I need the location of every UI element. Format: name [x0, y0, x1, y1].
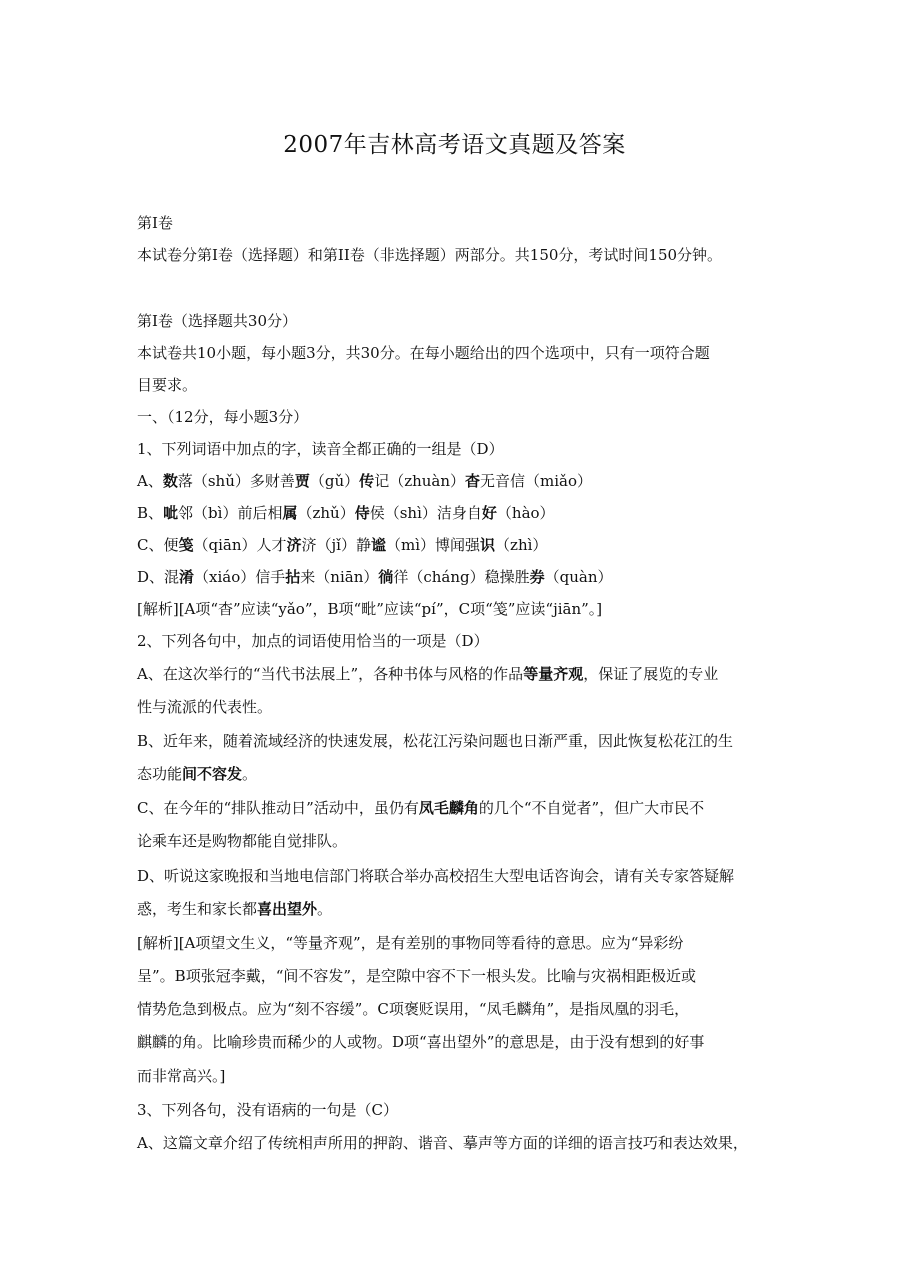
text-line: [137, 933, 683, 953]
text-run: [解析][A项望文生义，“等量齐观”，是有差别的事物同等看待的意思。应为“异彩纷: [137, 934, 684, 952]
text-run: 的几个“不自觉者”，但广大市民不: [478, 799, 705, 817]
emphasized-text: 等量齐观: [523, 665, 584, 683]
text-run: 1、下列词语中加点的字，读音全都正确的一组是（D）: [137, 440, 504, 458]
emphasized-text: 贾: [294, 472, 310, 490]
text-run: 侯（shì）洁身自: [369, 504, 482, 522]
text-line: [137, 375, 197, 395]
emphasized-text: 杳: [465, 472, 481, 490]
text-run: B、: [137, 504, 164, 522]
text-line: [137, 1100, 398, 1120]
text-line: [137, 999, 689, 1019]
text-line: [137, 471, 592, 491]
emphasized-text: 识: [480, 536, 496, 554]
emphasized-text: 凤毛麟角: [418, 799, 479, 817]
text-run: ，保证了展览的专业: [583, 665, 719, 683]
text-run: （zhì）: [495, 536, 548, 554]
emphasized-text: 好: [481, 504, 497, 522]
text-line: [137, 311, 297, 331]
text-line: [137, 599, 602, 619]
text-line: [137, 343, 710, 363]
text-run: 论乘车还是购物都能自觉排队。: [137, 832, 348, 850]
text-run: D、听说这家晚报和当地电信部门将联合举办高校招生大型电话咨询会，请有关专家答疑解: [137, 867, 735, 885]
document-title: 2007年吉林高考语文真题及答案: [283, 132, 626, 158]
emphasized-text: 侍: [354, 504, 370, 522]
text-line: [137, 831, 347, 851]
text-run: [解析][A项“杳”应读“yǎo”，B项“毗”应读“pí”，C项“笺”应读“jiān”。]: [137, 600, 603, 618]
text-line: [137, 631, 489, 651]
text-run: 来（niān）: [300, 568, 379, 586]
text-run: （qiān）人才: [193, 536, 287, 554]
text-run: B、近年来，随着流域经济的快速发展，松花江污染问题也日渐严重，因此恢复松花江的生: [137, 732, 734, 750]
text-line: [137, 899, 332, 919]
text-run: 。: [317, 900, 333, 918]
emphasized-text: 拈: [285, 568, 301, 586]
text-line: [137, 503, 555, 523]
text-line: [137, 1133, 748, 1153]
emphasized-text: 谧: [370, 536, 386, 554]
emphasized-text: 徜: [378, 568, 394, 586]
text-run: 济（jǐ）静: [301, 536, 371, 554]
text-run: 惑，考生和家长都: [137, 900, 258, 918]
emphasized-text: 数: [162, 472, 178, 490]
text-line: [137, 567, 613, 587]
emphasized-text: 济: [286, 536, 302, 554]
text-run: 无音信（miǎo）: [480, 472, 593, 490]
text-run: 第Ⅰ卷: [137, 214, 173, 232]
text-line: [137, 1032, 704, 1052]
text-line: [137, 664, 718, 684]
text-line: [137, 798, 704, 818]
text-run: A、这篇文章介绍了传统相声所用的押韵、谐音、摹声等方面的详细的语言技巧和表达效果，: [137, 1134, 748, 1152]
text-run: （quàn）: [544, 568, 613, 586]
text-run: C、便: [137, 536, 179, 554]
text-run: 邻（bì）前后相: [178, 504, 283, 522]
emphasized-text: 券: [529, 568, 545, 586]
text-run: 麒麟的角。比喻珍贵而稀少的人或物。D项“喜出望外”的意思是，由于没有想到的好事: [137, 1033, 705, 1051]
emphasized-text: 笺: [178, 536, 194, 554]
emphasized-text: 淆: [179, 568, 195, 586]
text-line: [137, 245, 722, 265]
emphasized-text: 间不容发: [182, 765, 243, 783]
text-run: （gǔ）: [309, 472, 360, 490]
emphasized-text: 传: [359, 472, 375, 490]
text-run: D、混: [137, 568, 180, 586]
text-run: A、: [137, 472, 163, 490]
emphasized-text: 属: [282, 504, 298, 522]
text-run: C、在今年的“排队推动日”活动中，虽仍有: [137, 799, 419, 817]
text-line: [137, 966, 696, 986]
text-run: 本试卷共10小题，每小题3分，共30分。在每小题给出的四个选项中，只有一项符合题: [137, 344, 710, 362]
text-line: [137, 439, 504, 459]
text-line: [137, 1066, 225, 1086]
text-line: [137, 407, 308, 427]
text-run: （xiáo）信手: [194, 568, 286, 586]
text-run: （zhǔ）: [297, 504, 355, 522]
text-run: 本试卷分第Ⅰ卷（选择题）和第II卷（非选择题）两部分。共150分，考试时间150分钟。: [137, 246, 723, 264]
text-run: （hào）: [496, 504, 555, 522]
text-run: 呈”。B项张冠李戴，“间不容发”，是空隙中容不下一根头发。比喻与灾祸相距极近或: [137, 967, 697, 985]
text-run: 2、下列各句中，加点的词语使用恰当的一项是（D）: [137, 632, 489, 650]
text-run: 落（shǔ）多财善: [177, 472, 295, 490]
text-run: A、在这次举行的“当代书法展上”，各种书体与风格的作品: [137, 665, 524, 683]
text-run: 情势危急到极点。应为“刻不容缓”。C项褒贬误用，“凤毛麟角”，是指凤凰的羽毛，: [137, 1000, 690, 1018]
emphasized-text: 喜出望外: [257, 900, 318, 918]
text-run: 一、（12分，每小题3分）: [137, 408, 309, 426]
text-line: [137, 213, 173, 233]
emphasized-text: 呲: [163, 504, 179, 522]
text-run: 而非常高兴。]: [137, 1067, 226, 1085]
text-run: 态功能: [137, 765, 183, 783]
text-line: [137, 866, 734, 886]
text-run: 3、下列各句，没有语病的一句是（C）: [137, 1101, 399, 1119]
text-run: 记（zhuàn）: [374, 472, 466, 490]
text-run: 徉（cháng）稳操胜: [393, 568, 530, 586]
text-run: （mì）博闻强: [386, 536, 481, 554]
text-line: [137, 764, 257, 784]
text-run: 。: [242, 765, 258, 783]
text-line: [137, 697, 272, 717]
text-line: [137, 731, 733, 751]
text-line: [137, 535, 547, 555]
text-run: 第Ⅰ卷（选择题共30分）: [137, 312, 298, 330]
text-run: 性与流派的代表性。: [137, 698, 273, 716]
text-run: 目要求。: [137, 376, 198, 394]
